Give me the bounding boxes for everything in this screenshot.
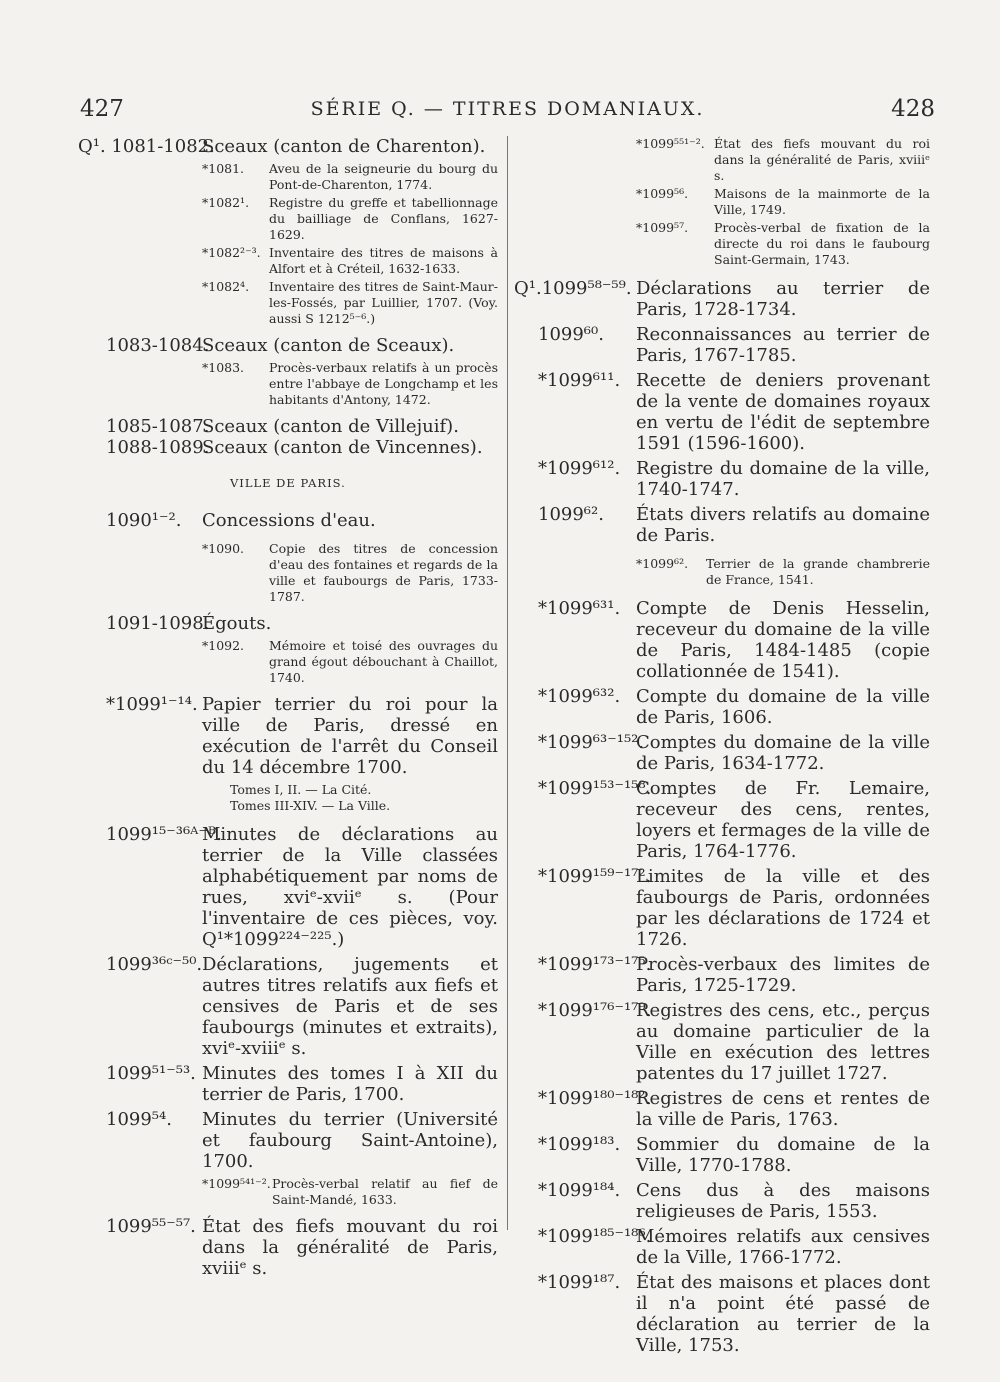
sub-entry (202, 161, 498, 193)
entry (106, 613, 498, 634)
entry-cote: 1090¹⁻². (106, 510, 182, 531)
sub-entry-desc: Aveu de la seigneurie du bourg du Pont-de-Charenton, 1774. (269, 161, 498, 192)
entry-cote: 1099⁵⁵⁻⁵⁷. (106, 1216, 196, 1237)
entry-cote: *1099¹⁵³⁻¹⁵⁸. (538, 778, 652, 799)
sub-entry (202, 245, 498, 277)
entry-cote: 1085-1087. (106, 416, 210, 437)
entry-cote: *1099¹⁸³. (538, 1134, 621, 1155)
entry (106, 335, 498, 356)
entry (538, 324, 930, 366)
sub-entry-cote: *1090. (202, 541, 245, 556)
entry (106, 954, 498, 1059)
entry-desc: Registre du domaine de la ville, 1740-1747. (636, 458, 930, 500)
entry-desc: Minutes du terrier (Université et faubourg Saint-Antoine), 1700. (202, 1109, 498, 1172)
entry (106, 1063, 498, 1105)
entry (106, 1109, 498, 1172)
sub-entry-cote: *1082²⁻³. (202, 245, 261, 260)
entry-desc: Minutes des tomes I à XII du terrier de Paris, 1700. (202, 1063, 498, 1105)
entry-desc: Mémoires relatifs aux censives de la Ville, 1766-1772. (636, 1226, 930, 1268)
entry-cote: 1099⁶². (538, 504, 604, 525)
entry-cote: *1099¹⁷³⁻¹⁷⁵. (538, 954, 652, 975)
entry-cote: Q¹. 1081-1082. (78, 136, 215, 157)
sub-entry-desc: Copie des titres de concession d'eau des fontaines et regards de la ville et faubourgs de Paris, 1733-1787. (269, 541, 498, 604)
entry (538, 1134, 930, 1176)
entry-cote: *1099⁶³⁻¹⁵². (538, 732, 645, 753)
entry (538, 370, 930, 454)
entry-cote: 1099⁶⁰. (538, 324, 604, 345)
entry (106, 824, 498, 950)
column-divider (507, 136, 508, 1230)
sub-entry-cote: *1099⁵⁵¹⁻². (636, 136, 705, 151)
page-number-left: 427 (80, 96, 124, 122)
entry (78, 136, 498, 157)
entry-desc: Déclarations, jugements et autres titres relatifs aux fiefs et censives de Paris et de ses faubourgs (minutes et extraits), xviᵉ-xviiiᵉ s. (202, 954, 498, 1059)
entry (538, 1000, 930, 1084)
entry (106, 1216, 498, 1279)
entry (538, 866, 930, 950)
sub-entry-desc: Inventaire des titres de Saint-Maur-les-Fossés, par Luillier, 1707. (Voy. aussi S 1212⁵⁻⁶.) (269, 279, 498, 326)
entry (106, 437, 498, 458)
entry-cote: 1099¹⁵⁻³⁶ᴬ⁻ᴮ. (106, 824, 222, 845)
entry (514, 278, 930, 320)
entry-desc: Comptes du domaine de la ville de Paris, 1634-1772. (636, 732, 930, 774)
sub-entry-cote: *1099⁵⁴¹⁻². (202, 1176, 271, 1191)
entry (538, 1088, 930, 1130)
entry (106, 694, 498, 778)
entry-desc: Sceaux (canton de Sceaux). (202, 335, 455, 356)
sub-entry-desc: État des fiefs mouvant du roi dans la généralité de Paris, xviiiᵉ s. (714, 136, 930, 183)
entry-desc: Reconnaissances au terrier de Paris, 1767-1785. (636, 324, 930, 366)
entry (538, 954, 930, 996)
entry-cote: 1099³⁶ᶜ⁻⁵⁰. (106, 954, 203, 975)
sub-entry-cote: *1099⁵⁶. (636, 186, 689, 201)
entry-cote: *1099¹⁸⁰⁻¹⁸². (538, 1088, 652, 1109)
sub-entry-cote: *1082¹. (202, 195, 250, 210)
entry (538, 1180, 930, 1222)
sub-entry (202, 638, 498, 686)
entry-cote: *1099⁶¹¹. (538, 370, 621, 391)
sub-entry (636, 556, 930, 588)
sub-entry-desc: Terrier de la grande chambrerie de France, 1541. (706, 556, 930, 587)
entry-desc: Compte de Denis Hesselin, receveur du domaine de la ville de Paris, 1484-1485 (copie collationnée de 1541). (636, 598, 930, 682)
sub-entry (636, 220, 930, 268)
sub-entry (636, 136, 930, 184)
entry-desc: Minutes de déclarations au terrier de la Ville classées alphabétiquement par noms de rues, xviᵉ-xviiᵉ s. (Pour l'inventaire de ces pièces, voy. Q¹*1099²²⁴⁻²²⁵.) (202, 824, 498, 950)
sub-entry-cote: *1083. (202, 360, 245, 375)
entry-desc: Cens dus à des maisons religieuses de Paris, 1553. (636, 1180, 930, 1222)
right-column (514, 136, 930, 1360)
sub-entry (202, 1176, 498, 1208)
sub-entry-desc: Procès-verbal relatif au fief de Saint-Mandé, 1633. (272, 1176, 498, 1207)
entry-cote: *1099⁶³². (538, 686, 621, 707)
entry (538, 504, 930, 546)
entry-cote: 1083-1084. (106, 335, 210, 356)
entry (538, 1272, 930, 1356)
entry-desc: États divers relatifs au domaine de Paris. (636, 504, 930, 546)
entry-cote: *1099¹⁵⁹⁻¹⁷². (538, 866, 652, 887)
sub-entry-desc: Procès-verbal de fixation de la directe du roi dans le faubourg Saint-Germain, 1743. (714, 220, 930, 267)
note-line: Tomes I, II. — La Cité. (230, 782, 372, 797)
entry (538, 732, 930, 774)
entry-cote: *1099¹⁸⁷. (538, 1272, 621, 1293)
sub-entry (636, 186, 930, 218)
sub-entry-cote: *1099⁶². (636, 556, 689, 571)
entry-cote: 1099⁵⁴. (106, 1109, 172, 1130)
volume-notes (230, 782, 498, 814)
entry-cote: *1099¹⁸⁵⁻¹⁸⁶. (538, 1226, 652, 1247)
sub-entry-desc: Maisons de la mainmorte de la Ville, 1749. (714, 186, 930, 217)
section-title: VILLE DE PARIS. (230, 476, 346, 490)
entry-desc: État des fiefs mouvant du roi dans la généralité de Paris, xviiiᵉ s. (202, 1216, 498, 1279)
entry-desc: Comptes de Fr. Lemaire, receveur des cens, rentes, loyers et fermages de la ville de Paris, 1764-1776. (636, 778, 930, 862)
entry (538, 778, 930, 862)
sub-entry (202, 195, 498, 243)
sub-entry (202, 541, 498, 605)
left-column (78, 136, 498, 1283)
entry (538, 686, 930, 728)
entry-desc: Papier terrier du roi pour la ville de Paris, dressé en exécution de l'arrêt du Conseil du 14 décembre 1700. (202, 694, 498, 778)
entry-desc: Recette de deniers provenant de la vente de domaines royaux en vertu de l'édit de septembre 1591 (1596-1600). (636, 370, 930, 454)
entry-desc: Sceaux (canton de Villejuif). (202, 416, 459, 437)
sub-entry (202, 279, 498, 327)
entry-desc: État des maisons et places dont il n'a point été passé de déclaration au terrier de la Ville, 1753. (636, 1272, 930, 1356)
page-header (80, 96, 935, 128)
sub-entry-desc: Procès-verbaux relatifs à un procès entre l'abbaye de Longchamp et les habitants d'Antony, 1472. (269, 360, 498, 407)
entry-desc: Sceaux (canton de Charenton). (202, 136, 486, 157)
sub-entry-cote: *1082⁴. (202, 279, 250, 294)
page-number-right: 428 (891, 96, 935, 122)
entry-desc: Registres de cens et rentes de la ville de Paris, 1763. (636, 1088, 930, 1130)
sub-entry (202, 360, 498, 408)
sub-entry-cote: *1092. (202, 638, 245, 653)
entry-cote: 1088-1089. (106, 437, 210, 458)
sub-entry-cote: *1099⁵⁷. (636, 220, 689, 235)
entry (106, 510, 498, 531)
entry (538, 598, 930, 682)
entry-desc: Déclarations au terrier de Paris, 1728-1734. (636, 278, 930, 320)
running-title: SÉRIE Q. — TITRES DOMANIAUX. (310, 98, 705, 120)
entry (106, 416, 498, 437)
entry-desc: Concessions d'eau. (202, 510, 376, 531)
entry-cote: *1099⁶¹². (538, 458, 621, 479)
entry-desc: Procès-verbaux des limites de Paris, 1725-1729. (636, 954, 930, 996)
note-line: Tomes III-XIV. — La Ville. (230, 798, 391, 813)
entry (538, 458, 930, 500)
entry-cote: *1099⁶³¹. (538, 598, 621, 619)
entry-cote: 1091-1098. (106, 613, 210, 634)
entry-desc: Sceaux (canton de Vincennes). (202, 437, 483, 458)
entry-cote: *1099¹⁸⁴. (538, 1180, 621, 1201)
entry-desc: Compte du domaine de la ville de Paris, 1606. (636, 686, 930, 728)
entry-desc: Égouts. (202, 613, 272, 634)
entry-cote: *1099¹⁻¹⁴. (106, 694, 198, 715)
entry (538, 1226, 930, 1268)
entry-cote: 1099⁵¹⁻⁵³. (106, 1063, 196, 1084)
sub-entry-desc: Registre du greffe et tabellionnage du bailliage de Conflans, 1627-1629. (269, 195, 498, 242)
sub-entry-desc: Inventaire des titres de maisons à Alfort et à Créteil, 1632-1633. (269, 245, 498, 276)
sub-entry-desc: Mémoire et toisé des ouvrages du grand égout débouchant à Chaillot, 1740. (269, 638, 498, 685)
sub-entry-cote: *1081. (202, 161, 245, 176)
entry-desc: Limites de la ville et des faubourgs de Paris, ordonnées par les déclarations de 1724 et 1726. (636, 866, 930, 950)
entry-cote: *1099¹⁷⁶⁻¹⁷⁹. (538, 1000, 652, 1021)
entry-desc: Registres des cens, etc., perçus au domaine particulier de la Ville en exécution des lettres patentes du 17 juillet 1727. (636, 1000, 930, 1084)
entry-cote: Q¹.1099⁵⁸⁻⁵⁹. (514, 278, 632, 299)
entry-desc: Sommier du domaine de la Ville, 1770-1788. (636, 1134, 930, 1176)
